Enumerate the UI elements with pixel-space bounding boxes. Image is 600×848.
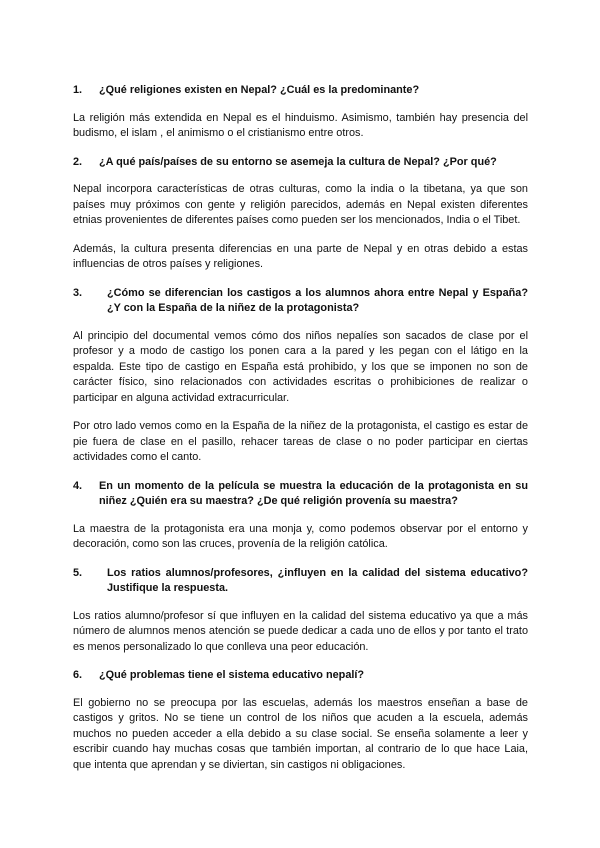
question-4 bbox=[73, 479, 528, 510]
question-number: 1. bbox=[73, 84, 83, 96]
question-text: ¿A qué país/países de su entorno se asemeja la cultura de Nepal? ¿Por qué? bbox=[99, 155, 497, 168]
question-number: 3. bbox=[73, 286, 83, 299]
answer-paragraph: Los ratios alumno/profesor sí que influyen en la calidad del sistema educativo ya que a más número de alumnos menos atención se puede dedicar a cada uno de ellos y por tanto el trato es menos personalizado lo que conlleva una peor educación. bbox=[73, 609, 528, 653]
question-6 bbox=[73, 668, 528, 684]
answer-paragraph: Al principio del documental vemos cómo dos niños nepalíes son sacados de clase por el profesor y a modo de castigo los ponen cara a la pared y les pegan con el látigo en la espalda. Este tipo de castigo en España está prohibido, y los que se imponen no son de carácter físico, sino relacionados con actividades escritas o prohibiciones de realizar o participar en alguna actividad extracurricular. bbox=[73, 329, 528, 404]
question-text: En un momento de la película se muestra la educación de la protagonista en su niñez ¿Quién era su maestra? ¿De qué religión provenía su maestra? bbox=[99, 479, 528, 507]
question-number: 4. bbox=[73, 479, 83, 492]
answer-paragraph: Por otro lado vemos como en la España de la niñez de la protagonista, el castigo es estar de pie fuera de clase en el pasillo, rehacer tareas de clase o no poder participar en ciertas actividades como el canto. bbox=[73, 420, 528, 463]
question-1 bbox=[73, 83, 528, 99]
question-3 bbox=[73, 286, 528, 317]
question-text: Los ratios alumnos/profesores, ¿influyen en la calidad del sistema educativo? Justifique la respuesta. bbox=[107, 566, 528, 594]
question-number: 6. bbox=[73, 669, 83, 681]
question-text: ¿Cómo se diferencian los castigos a los alumnos ahora entre Nepal y España? ¿Y con la España de la niñez de la protagonista? bbox=[107, 286, 528, 314]
answer-paragraph: Además, la cultura presenta diferencias en una parte de Nepal y en otras debido a estas influencias de otros países y religiones. bbox=[73, 242, 528, 270]
answer-paragraph: Nepal incorpora características de otras culturas, como la india o la tibetana, ya que son países muy próximos con gente y religión parecidos, además en Nepal existen diferentes etnias provenientes de diferentes países como pueden ser los mencionados, India o el Tibet. bbox=[73, 183, 528, 226]
question-text: ¿Qué religiones existen en Nepal? ¿Cuál es la predominante? bbox=[99, 84, 420, 96]
answer-paragraph: El gobierno no se preocupa por las escuelas, además los maestros enseñan a base de castigos y gritos. No se tiene un control de los niños que acuden a la escuela, además muchos no pueden acceder a ella debido a su clase social. Se enseña solamente a leer y escribir cuando hay muchas cosas que también importan, al contrario de lo que hace Laia, que intenta que aprendan y se diviertan, sin castigos ni obligaciones. bbox=[73, 696, 528, 771]
answer-paragraph: La religión más extendida en Nepal es el hinduismo. Asimismo, también hay presencia del budismo, el islam , el animismo o el cristianismo entre otros. bbox=[73, 111, 528, 139]
question-5 bbox=[73, 566, 528, 597]
question-number: 2. bbox=[73, 155, 83, 168]
question-number: 5. bbox=[73, 566, 83, 579]
question-text: ¿Qué problemas tiene el sistema educativo nepalí? bbox=[99, 669, 365, 681]
question-2 bbox=[73, 155, 528, 171]
answer-paragraph: La maestra de la protagonista era una monja y, como podemos observar por el entorno y decoración, como son las cruces, provenía de la religión católica. bbox=[73, 522, 528, 550]
